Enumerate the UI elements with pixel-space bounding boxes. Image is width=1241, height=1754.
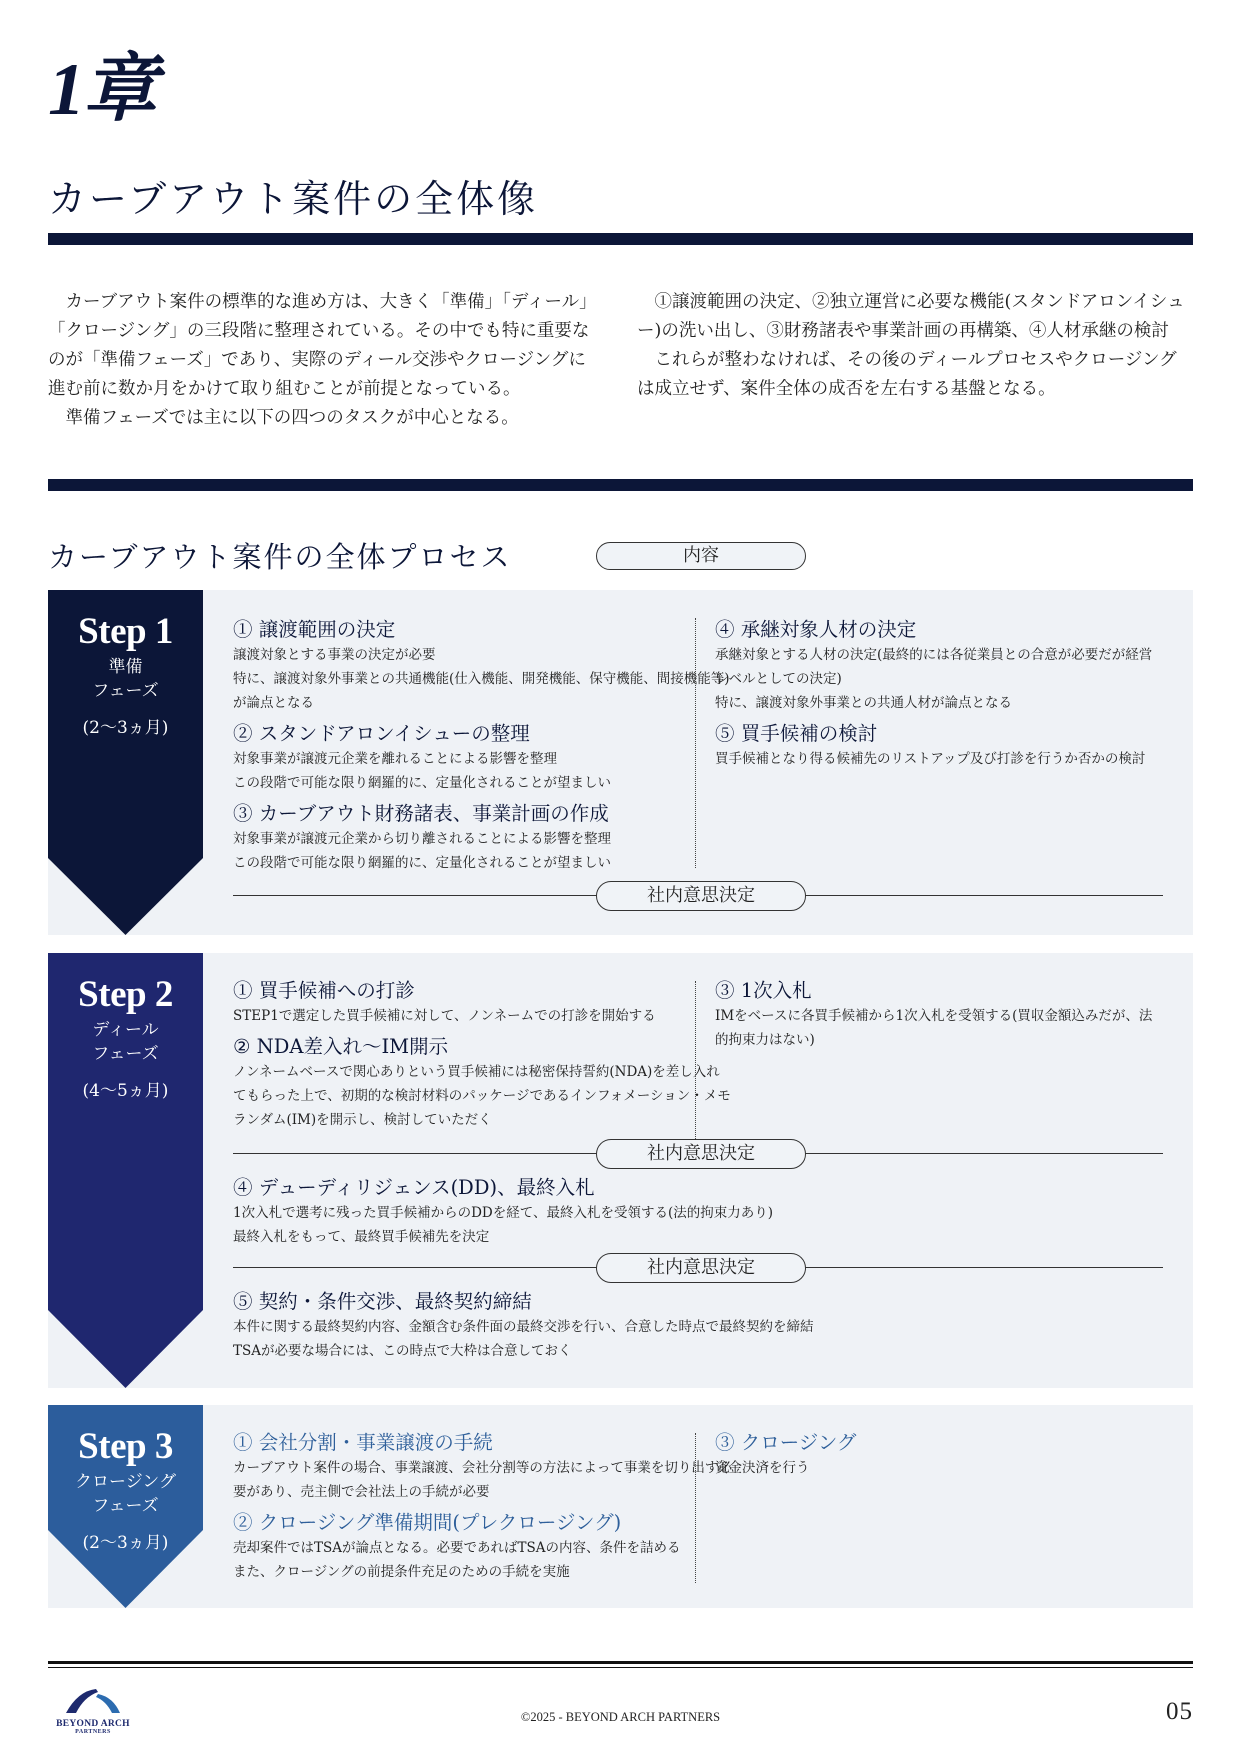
task-desc: 譲渡対象とする事業の決定が必要: [233, 647, 436, 663]
step-phase: フェーズ: [92, 1044, 159, 1064]
step-label: Step 2: [78, 974, 173, 1015]
copyright-text: ©2025 - BEYOND ARCH PARTNERS: [520, 1710, 721, 1724]
task-desc: この段階で可能な限り網羅的に、定量化されることが望ましい: [233, 855, 611, 871]
footer-divider: [48, 1667, 1193, 1668]
task-title: ① 会社分割・事業譲渡の手続: [233, 1431, 493, 1454]
step-3-panel: [48, 1405, 1193, 1608]
footer-divider: [48, 1661, 1193, 1664]
task-title: ⑤ 契約・条件交渉、最終契約締結: [233, 1290, 532, 1313]
step-duration: (2〜3ヵ月): [82, 1533, 169, 1553]
step-1-right-column: [715, 617, 1165, 777]
step-2-banner: [48, 953, 203, 1101]
page-title: カーブアウト案件の全体像: [48, 177, 539, 221]
step-label: Step 3: [78, 1426, 173, 1467]
page-number: 05: [1166, 1698, 1193, 1725]
task-desc: 売却案件ではTSAが論点となる。必要であればTSAの内容、条件を詰める: [233, 1540, 681, 1556]
task-desc: また、クロージングの前提条件充足のための手続を実施: [233, 1564, 570, 1580]
task-desc: 本件に関する最終契約内容、金額含む条件面の最終交渉を行い、合意した時点で最終契約を締結: [233, 1319, 814, 1335]
step-2-contract-block: [233, 1289, 1163, 1369]
intro-paragraph: ①譲渡範囲の決定、②独立運営に必要な機能(スタンドアロンイシュー)の洗い出し、③財務諸表や事業計画の再構築、④人材承継の検討: [637, 292, 1185, 341]
step-phase: フェーズ: [92, 1496, 159, 1516]
intro-paragraph: 準備フェーズでは主に以下の四つのタスクが中心となる。: [65, 408, 519, 428]
task-item: [233, 1430, 733, 1504]
task-desc: IMをベースに各買手候補から1次入札を受領する(買収金額込みだが、法的拘束力はない): [715, 1008, 1153, 1048]
task-item: [233, 1175, 1163, 1249]
task-title: ④ デューディリジェンス(DD)、最終入札: [233, 1176, 595, 1199]
step-phase: 準備: [108, 657, 143, 677]
task-title: ⑤ 買手候補の検討: [715, 722, 878, 745]
intro-right-column: [637, 288, 1192, 404]
content-header-pill: 内容: [596, 542, 806, 570]
task-title: ② スタンドアロンイシューの整理: [233, 722, 530, 745]
task-item: [233, 1510, 733, 1584]
step-2-left-column: [233, 978, 733, 1138]
step-2-panel: [48, 953, 1193, 1388]
task-desc: この段階で可能な限り網羅的に、定量化されることが望ましい: [233, 775, 611, 791]
step-2-dd-block: [233, 1175, 1163, 1255]
decision-pill: 社内意思決定: [596, 1139, 806, 1169]
step-phase: クロージング: [75, 1472, 176, 1492]
step-duration: (4〜5ヵ月): [82, 1081, 169, 1101]
task-item: [715, 617, 1165, 715]
task-item: [233, 1034, 733, 1132]
process-title: カーブアウト案件の全体プロセス: [48, 540, 512, 574]
intro-divider: [48, 479, 1193, 491]
step-label: Step 1: [78, 611, 173, 652]
task-title: ③ 1次入札: [715, 979, 812, 1002]
title-divider: [48, 233, 1193, 245]
task-item: [233, 1289, 1163, 1363]
intro-left-column: [48, 288, 603, 433]
task-desc: カーブアウト案件の場合、事業譲渡、会社分割等の方法によって事業を切り出す必要があり、売主側で会社法上の手続が必要: [233, 1460, 732, 1500]
task-desc: 承継対象とする人材の決定(最終的には各従業員との合意が必要だが経営レベルとしての決定): [715, 647, 1153, 687]
logo-subtitle: PARTNERS: [75, 1729, 111, 1735]
step-3-right-column: [715, 1430, 1165, 1486]
chapter-number: 1章: [48, 49, 155, 131]
task-title: ③ カーブアウト財務諸表、事業計画の作成: [233, 802, 609, 825]
task-title: ① 買手候補への打診: [233, 979, 415, 1002]
task-title: ② クロージング準備期間(プレクロージング): [233, 1511, 622, 1534]
intro-paragraph: カーブアウト案件の標準的な進め方は、大きく「準備」「ディール」「クロージング」の三段階に整理されている。その中でも特に重要なのが「準備フェーズ」であり、実際のディール交渉やクロージングに進む前に数か月をかけて取り組むことが前提となっている。: [48, 292, 597, 399]
step-1-left-column: [233, 617, 733, 881]
task-desc: 最終入札をもって、最終買手候補先を決定: [233, 1229, 490, 1245]
task-title: ① 譲渡範囲の決定: [233, 618, 396, 641]
step-3-banner: [48, 1405, 203, 1553]
task-item: [715, 978, 1165, 1052]
intro-paragraph: これらが整わなければ、その後のディールプロセスやクロージングは成立せず、案件全体の成否を左右する基盤となる。: [637, 350, 1177, 399]
decision-pill: 社内意思決定: [596, 1253, 806, 1283]
step-2-right-column: [715, 978, 1165, 1058]
step-1-panel: [48, 590, 1193, 935]
task-item: [233, 721, 733, 795]
task-desc: 特に、譲渡対象外事業との共通機能(仕入機能、開発機能、保守機能、間接機能等)が論点となる: [233, 671, 730, 711]
step-1-banner: [48, 590, 203, 738]
step-phase: フェーズ: [92, 681, 159, 701]
task-desc: 対象事業が譲渡元企業から切り離されることによる影響を整理: [233, 831, 611, 847]
task-desc: 1次入札で選考に残った買手候補からのDDを経て、最終入札を受領する(法的拘束力あり): [233, 1205, 773, 1221]
task-desc: 買手候補となり得る候補先のリストアップ及び打診を行うか否かの検討: [715, 751, 1146, 767]
task-item: [233, 801, 733, 875]
decision-pill: 社内意思決定: [596, 881, 806, 911]
task-item: [233, 617, 733, 715]
column-divider: [695, 981, 696, 1151]
task-desc: 資金決済を行う: [715, 1460, 810, 1476]
task-desc: 特に、譲渡対象外事業との共通人材が論点となる: [715, 695, 1012, 711]
task-desc: STEP1で選定した買手候補に対して、ノンネームでの打診を開始する: [233, 1008, 656, 1024]
task-title: ② NDA差入れ〜IM開示: [233, 1035, 449, 1058]
step-3-left-column: [233, 1430, 733, 1590]
column-divider: [695, 1433, 696, 1583]
task-desc: ノンネームベースで関心ありという買手候補には秘密保持誓約(NDA)を差し入れてもらった上で、初期的な検討材料のパッケージであるインフォメーション・メモランダム(IM)を開示し、検討していただく: [233, 1064, 731, 1128]
step-phase: ディール: [92, 1020, 159, 1040]
task-item: [715, 1430, 1165, 1480]
task-item: [715, 721, 1165, 771]
task-item: [233, 978, 733, 1028]
task-title: ④ 承継対象人材の決定: [715, 618, 917, 641]
column-divider: [695, 618, 696, 868]
task-title: ③ クロージング: [715, 1431, 857, 1454]
task-desc: 対象事業が譲渡元企業を離れることによる影響を整理: [233, 751, 557, 767]
task-desc: TSAが必要な場合には、この時点で大枠は合意しておく: [233, 1343, 572, 1359]
step-duration: (2〜3ヵ月): [82, 718, 169, 738]
logo-name: BEYOND ARCH: [56, 1719, 130, 1729]
